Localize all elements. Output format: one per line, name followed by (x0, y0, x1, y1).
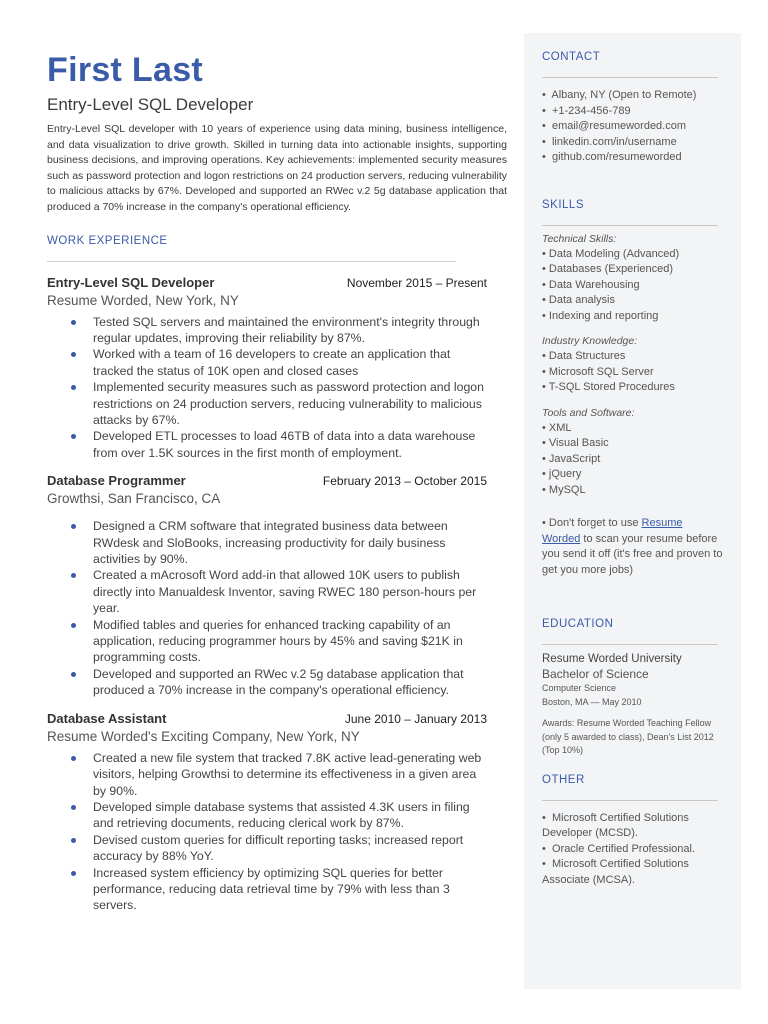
education-awards: Awards: Resume Worded Teaching Fellow (only 5 awarded to class), Dean's List 2012 (Top 10%) (542, 718, 714, 755)
job-company: Growthsi, San Francisco, CA (47, 491, 221, 507)
skill-item: • Data Warehousing (542, 278, 640, 291)
bullet-dot-icon (71, 352, 76, 357)
skill-item: • XML (542, 421, 572, 434)
resume-tip: • Don't forget to use Resume Worded to scan your resume before you send it off (it's free and proven to get you more jobs) (542, 517, 723, 576)
skills-heading: SKILLS (542, 198, 584, 211)
bullet-item: Modified tables and queries for enhanced tracking capability of an application, reducing programmer hours by 45% and saving $21K in programming costs. (47, 617, 487, 666)
candidate-name: First Last (47, 51, 204, 89)
contact-list (542, 88, 723, 166)
job-bullets (47, 518, 487, 698)
contact-location: • Albany, NY (Open to Remote) (542, 89, 697, 101)
sidebar (524, 33, 741, 989)
job-title: Entry-Level SQL Developer (47, 274, 215, 290)
bullet-item: Developed and supported an RWec v.2 5g database application that produced a 70% increase in the company's operational efficiency. (47, 666, 487, 699)
section-divider (542, 800, 718, 801)
bullet-item: Created a new file system that tracked 7.8K active lead-generating web visitors, helping Growthsi to determine its effectiveness in a given area by 90%. (47, 750, 487, 799)
skill-item: • Indexing and reporting (542, 309, 659, 322)
bullet-dot-icon (71, 434, 76, 439)
skill-item: • JavaScript (542, 452, 601, 465)
education-school: Resume Worded University (542, 653, 682, 665)
section-divider (542, 225, 718, 226)
skill-item: • Data Modeling (Advanced) (542, 247, 680, 260)
job-bullets (47, 314, 487, 462)
skill-item: • MySQL (542, 483, 586, 496)
bullet-item: Worked with a team of 16 developers to create an application that tracked the status of 10K open and closed cases (47, 346, 487, 379)
section-divider (542, 644, 718, 645)
contact-github: • github.com/resumeworded (542, 151, 682, 163)
contact-phone: • +1-234-456-789 (542, 104, 631, 117)
bullet-dot-icon (71, 672, 76, 677)
bullet-item: Created a mAcrosoft Word add-in that allowed 10K users to publish directly into Manualdesk Inventor, saving RWEC 180 person-hours per year. (47, 567, 487, 616)
bullet-dot-icon (71, 524, 76, 529)
bullet-item: Developed simple database systems that assisted 4.3K users in filing and retrieving documents, reducing clerical work by 87%. (47, 799, 487, 832)
skill-item: • Visual Basic (542, 437, 609, 449)
bullet-dot-icon (71, 573, 76, 578)
other-item: • Microsoft Certified Solutions Associate (MCSA). (542, 858, 689, 886)
skill-group (542, 406, 723, 499)
education-heading: EDUCATION (542, 618, 614, 630)
section-divider (542, 77, 718, 78)
education-field: Computer Science (542, 683, 617, 693)
job-date: February 2013 – October 2015 (322, 474, 487, 489)
bullet-dot-icon (71, 805, 76, 810)
section-divider (47, 261, 456, 262)
skill-group-label: Tools and Software: (542, 406, 635, 419)
work-experience-heading: WORK EXPERIENCE (47, 234, 168, 247)
skill-item: • Microsoft SQL Server (542, 365, 654, 378)
contact-linkedin: • linkedin.com/in/username (542, 135, 677, 148)
job-bullets (47, 750, 487, 914)
job-date: June 2010 – January 2013 (344, 711, 487, 726)
other-item: • Microsoft Certified Solutions Developer (MCSD). (542, 811, 689, 839)
bullet-item: Tested SQL servers and maintained the environment's integrity through regular updates, improving their reliability by 87%. (47, 314, 487, 347)
job-company: Resume Worded's Exciting Company, New York, NY (47, 728, 360, 744)
job-entry (47, 711, 487, 914)
skill-group-label: Technical Skills: (542, 232, 617, 245)
skill-group (542, 232, 723, 325)
skill-group (542, 334, 723, 396)
job-title: Database Assistant (47, 710, 167, 726)
bullet-item: Devised custom queries for difficult reporting tasks; increased report accuracy by 88% YoY. (47, 832, 487, 865)
contact-email: • email@resumeworded.com (542, 120, 687, 132)
main-column (47, 50, 507, 914)
job-entry (47, 275, 487, 462)
job-title-headline: Entry-Level SQL Developer (47, 95, 254, 114)
job-title: Database Programmer (47, 473, 186, 489)
other-list (542, 811, 723, 889)
summary-paragraph: Entry-Level SQL developer with 10 years of experience using data mining, business intelligence, and data visualization to drive growth. Skilled in turning data into actionable insights, supporting business decisions, and improving operations. Key achievements: implemented security measures such as password protection and logon restrictions on 24 production servers, reducing vulnerability to malicious attacks by 67%. Developed and supported an RWec v.2 5g database application that produced a 70% increase in the company's operational efficiency. (47, 123, 507, 213)
skill-item: • T-SQL Stored Procedures (542, 381, 675, 393)
bullet-dot-icon (71, 320, 76, 325)
skills-groups (542, 232, 723, 499)
job-date: November 2015 – Present (346, 275, 487, 290)
skill-item: • Databases (Experienced) (542, 263, 674, 275)
bullet-dot-icon (71, 623, 76, 628)
skill-item: • Data analysis (542, 294, 615, 306)
bullet-dot-icon (71, 756, 76, 761)
job-company: Resume Worded, New York, NY (47, 292, 239, 308)
bullet-dot-icon (71, 871, 76, 876)
bullet-item: Increased system efficiency by optimizing SQL queries for better performance, reducing data retrieval time by 79% with less than 3 servers. (47, 865, 487, 914)
bullet-dot-icon (71, 385, 76, 390)
education-degree: Bachelor of Science (542, 667, 649, 681)
skill-item: • Data Structures (542, 350, 626, 362)
job-entry (47, 473, 487, 698)
education-location-date: Boston, MA — May 2010 (542, 697, 642, 707)
contact-heading: CONTACT (542, 51, 601, 63)
bullet-item: Designed a CRM software that integrated business data between RWdesk and SloBooks, increasing productivity for daily business activities by 90%. (47, 518, 487, 567)
resume-worded-link[interactable]: Resume Worded (542, 517, 683, 545)
bullet-item: Implemented security measures such as password protection and logon restrictions on 24 production servers, reducing vulnerability to malicious attacks by 67%. (47, 379, 487, 428)
skill-group-label: Industry Knowledge: (542, 335, 638, 347)
bullet-dot-icon (71, 838, 76, 843)
other-heading: OTHER (542, 773, 585, 786)
skill-item: • jQuery (542, 468, 582, 480)
other-item: • Oracle Certified Professional. (542, 842, 696, 855)
bullet-item: Developed ETL processes to load 46TB of data into a data warehouse from over 1.5K sources in the first month of employment. (47, 428, 487, 461)
